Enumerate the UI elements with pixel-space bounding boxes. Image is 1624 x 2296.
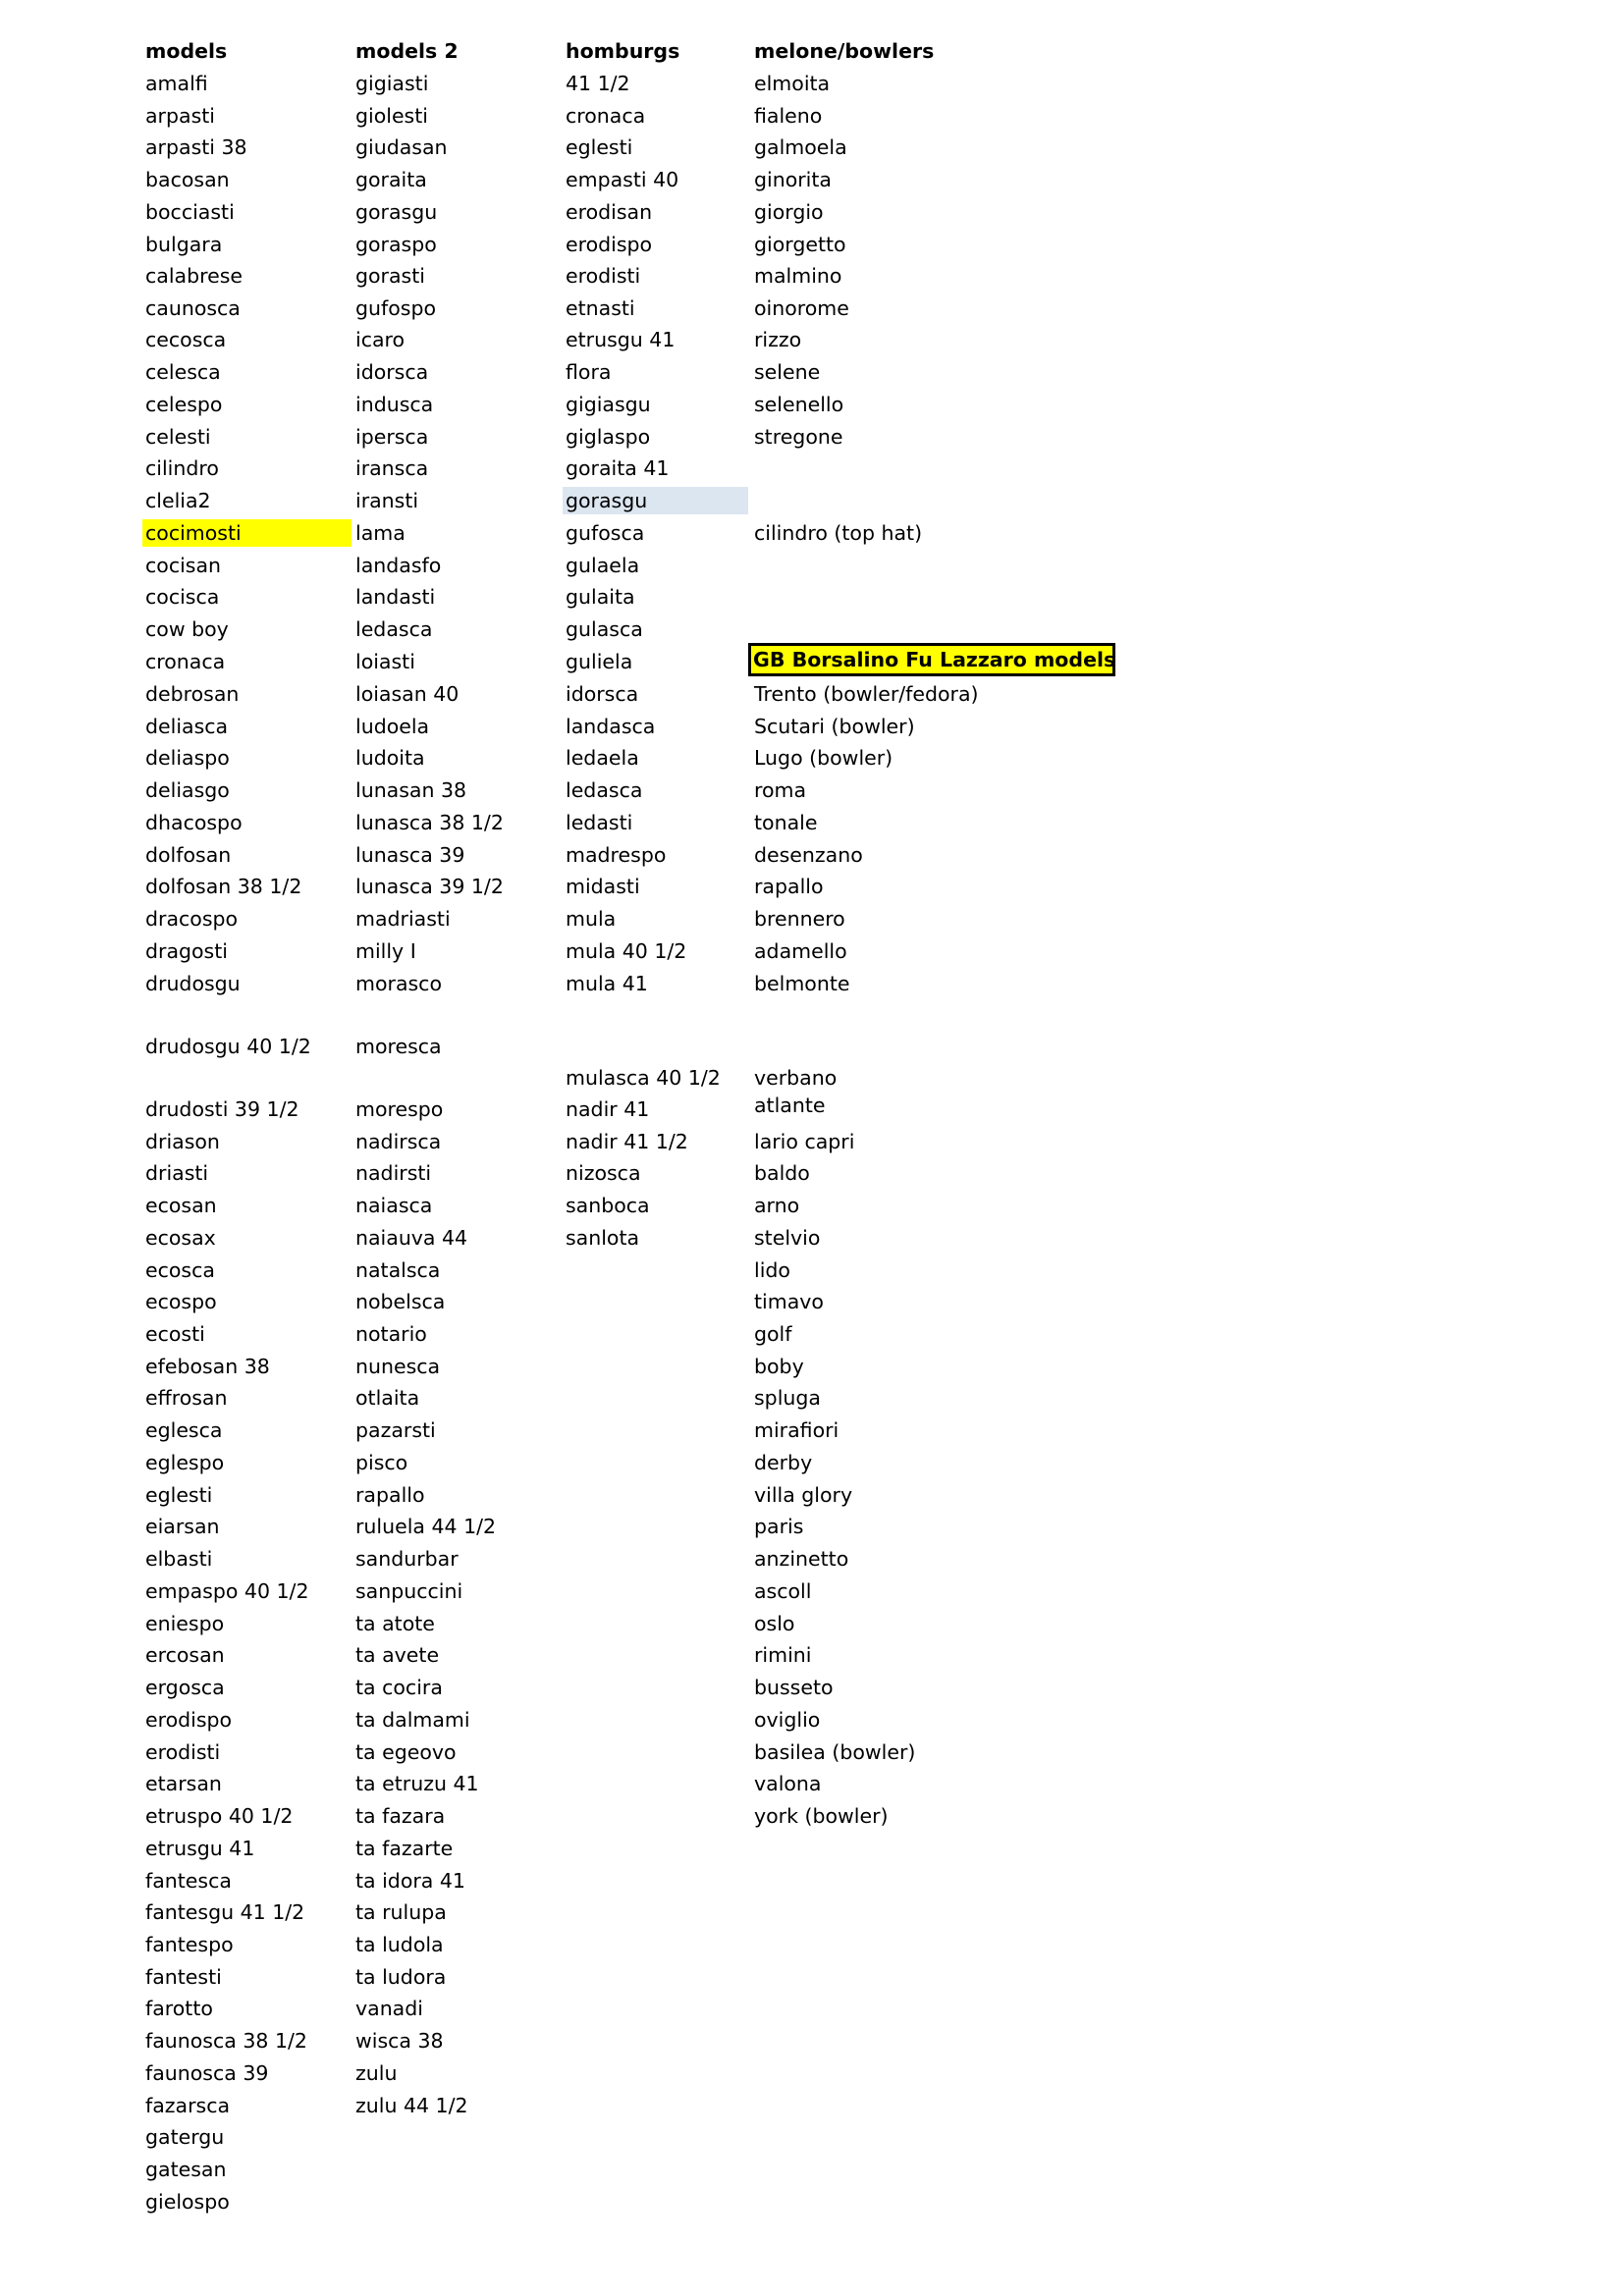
list-item: cronaca: [566, 104, 646, 128]
list-item: ecosax: [145, 1226, 216, 1250]
list-item: Lugo (bowler): [754, 746, 893, 770]
list-item: derby: [754, 1451, 813, 1474]
list-item: gulasca: [566, 617, 643, 641]
list-item: farotto: [145, 1997, 213, 2020]
column-header: models: [145, 39, 228, 63]
list-item: bulgara: [145, 233, 223, 256]
list-item: nadir 41 1/2: [566, 1130, 688, 1153]
highlighted-cell: cocimosti: [142, 519, 352, 547]
list-item: efebosan 38: [145, 1355, 270, 1378]
list-item: nizosca: [566, 1161, 641, 1185]
list-item: arpasti: [145, 104, 215, 128]
list-item: calabrese: [145, 264, 243, 288]
list-item: villa glory: [754, 1483, 853, 1507]
list-item: naiasca: [355, 1194, 433, 1217]
list-item: mirafiori: [754, 1418, 839, 1442]
list-item: dracospo: [145, 907, 239, 931]
list-item: sanboca: [566, 1194, 650, 1217]
list-item: ruluela 44 1/2: [355, 1515, 497, 1538]
list-item: mula 40 1/2: [566, 939, 687, 963]
list-item: gatesan: [145, 2158, 227, 2181]
list-item: erodispo: [566, 233, 653, 256]
list-item: arpasti 38: [145, 135, 247, 159]
list-item: gulaita: [566, 585, 635, 609]
list-item: morespo: [355, 1097, 444, 1121]
list-item: erodispo: [145, 1708, 233, 1732]
list-item: nobelsca: [355, 1290, 446, 1313]
list-item: fantesca: [145, 1869, 232, 1893]
list-item: cilindro (top hat): [754, 521, 923, 545]
list-item: vanadi: [355, 1997, 423, 2020]
list-item: ta idora 41: [355, 1869, 465, 1893]
list-item: selene: [754, 360, 821, 384]
list-item: arno: [754, 1194, 800, 1217]
list-item: drudosti 39 1/2: [145, 1097, 299, 1121]
list-item: adamello: [754, 939, 847, 963]
list-item: ta atote: [355, 1612, 435, 1635]
list-item: goraita: [355, 168, 427, 191]
list-item: ecospo: [145, 1290, 217, 1313]
list-item: galmoela: [754, 135, 847, 159]
list-item: celesca: [145, 360, 221, 384]
list-item: ledasca: [355, 617, 433, 641]
list-item: madrespo: [566, 843, 667, 867]
list-item: eniespo: [145, 1612, 225, 1635]
list-item: landasti: [355, 585, 436, 609]
list-item: drudosgu 40 1/2: [145, 1035, 311, 1058]
list-item: dragosti: [145, 939, 228, 963]
list-item: lido: [754, 1258, 790, 1282]
list-item: paris: [754, 1515, 804, 1538]
list-item: etnasti: [566, 296, 635, 320]
list-item: eiarsan: [145, 1515, 220, 1538]
list-item: fantespo: [145, 1933, 234, 1956]
list-item: gufospo: [355, 296, 436, 320]
list-item: pisco: [355, 1451, 408, 1474]
list-item: cocisan: [145, 554, 222, 577]
list-item: guliela: [566, 650, 633, 673]
list-item: giolesti: [355, 104, 428, 128]
list-item: ledasti: [566, 811, 633, 834]
list-item: ta rulupa: [355, 1900, 447, 1924]
list-item: ecosan: [145, 1194, 217, 1217]
list-item: fantesti: [145, 1965, 222, 1989]
list-item: elmoita: [754, 72, 831, 95]
list-item: cecosca: [145, 328, 227, 351]
list-item: deliaspo: [145, 746, 230, 770]
list-item: etarsan: [145, 1772, 222, 1795]
list-item: lama: [355, 521, 406, 545]
list-item: elbasti: [145, 1547, 213, 1571]
list-item: faunosca 39: [145, 2061, 269, 2085]
column-header: homburgs: [566, 39, 680, 63]
list-item: celespo: [145, 393, 223, 416]
list-item: gielospo: [145, 2190, 230, 2214]
list-item: 41 1/2: [566, 72, 630, 95]
list-item: eglespo: [145, 1451, 225, 1474]
list-item: ipersca: [355, 425, 429, 449]
list-item: oviglio: [754, 1708, 821, 1732]
list-item: cilindro: [145, 456, 219, 480]
list-item: york (bowler): [754, 1804, 889, 1828]
list-item: pazarsti: [355, 1418, 436, 1442]
list-item: midasti: [566, 875, 640, 898]
list-item: caunosca: [145, 296, 241, 320]
list-item: erodisan: [566, 200, 653, 224]
list-item: nunesca: [355, 1355, 441, 1378]
list-item: rimini: [754, 1643, 812, 1667]
list-item: debrosan: [145, 682, 240, 706]
column-header: melone/bowlers: [754, 39, 935, 63]
list-item: ergosca: [145, 1676, 225, 1699]
list-item: madriasti: [355, 907, 451, 931]
list-item: anzinetto: [754, 1547, 849, 1571]
list-item: giorgio: [754, 200, 824, 224]
list-item: ta avete: [355, 1643, 440, 1667]
list-item: drudosgu: [145, 972, 241, 995]
list-item: ta ludola: [355, 1933, 444, 1956]
list-item: otlaita: [355, 1386, 420, 1410]
list-item: nadirsca: [355, 1130, 442, 1153]
list-item: ecosti: [145, 1322, 205, 1346]
list-item: flora: [566, 360, 612, 384]
list-item: desenzano: [754, 843, 863, 867]
list-item: rizzo: [754, 328, 802, 351]
list-item: zulu 44 1/2: [355, 2094, 468, 2117]
list-item: driason: [145, 1130, 220, 1153]
list-item: sanpuccini: [355, 1579, 463, 1603]
list-item: empasti 40: [566, 168, 679, 191]
list-item: gatergu: [145, 2125, 225, 2149]
list-item: idorsca: [566, 682, 639, 706]
borsalino-models-label: GB Borsalino Fu Lazzaro models: [748, 643, 1115, 676]
list-item: lario capri: [754, 1130, 855, 1153]
list-item: fantesgu 41 1/2: [145, 1900, 305, 1924]
list-item: ginorita: [754, 168, 832, 191]
list-item: ecosca: [145, 1258, 215, 1282]
list-item: morasco: [355, 972, 442, 995]
list-item: iranscа: [355, 456, 429, 480]
list-item: naiauva 44: [355, 1226, 468, 1250]
list-item: amalfi: [145, 72, 208, 95]
list-item: ta etruzu 41: [355, 1772, 479, 1795]
list-item: cocisca: [145, 585, 220, 609]
list-item: giorgetto: [754, 233, 846, 256]
list-item: timavo: [754, 1290, 824, 1313]
list-item: ta cocira: [355, 1676, 443, 1699]
list-item: zulu: [355, 2061, 398, 2085]
list-item: mula 41: [566, 972, 648, 995]
list-item: golf: [754, 1322, 792, 1346]
column-header: models 2: [355, 39, 459, 63]
list-item: Scutari (bowler): [754, 715, 915, 738]
list-item: effrosan: [145, 1386, 228, 1410]
list-item: giudasan: [355, 135, 448, 159]
list-item: iransti: [355, 489, 419, 512]
list-item: rapallo: [754, 875, 824, 898]
list-item: bocciasti: [145, 200, 235, 224]
list-item: ledaela: [566, 746, 639, 770]
list-item: Trento (bowler/fedora): [754, 682, 979, 706]
list-item: fazarsca: [145, 2094, 231, 2117]
list-item: induscа: [355, 393, 434, 416]
list-item: gufosca: [566, 521, 645, 545]
list-item: natalsca: [355, 1258, 441, 1282]
list-item: giglaspo: [566, 425, 651, 449]
list-item: roma: [754, 778, 807, 802]
list-item: atlante: [754, 1094, 826, 1117]
list-item: ercosan: [145, 1643, 225, 1667]
list-item: brennero: [754, 907, 845, 931]
list-item: dhacospo: [145, 811, 243, 834]
highlighted-cell: gorasgu: [563, 487, 748, 514]
list-item: erodisti: [145, 1740, 221, 1764]
list-item: etrusgu 41: [145, 1837, 255, 1860]
list-item: mula: [566, 907, 617, 931]
list-item: lunasca 39 1/2: [355, 875, 504, 898]
list-item: lunasca 38 1/2: [355, 811, 504, 834]
list-item: deliasca: [145, 715, 229, 738]
list-item: ta dalmami: [355, 1708, 470, 1732]
list-item: ascoll: [754, 1579, 812, 1603]
list-item: clelia2: [145, 489, 211, 512]
list-item: bacosan: [145, 168, 230, 191]
list-item: lunasan 38: [355, 778, 467, 802]
list-item: nadirsti: [355, 1161, 432, 1185]
list-item: stelvio: [754, 1226, 821, 1250]
list-item: deliasgo: [145, 778, 230, 802]
list-item: goraita 41: [566, 456, 670, 480]
list-item: oslo: [754, 1612, 795, 1635]
list-item: fialeno: [754, 104, 823, 128]
list-item: gorasti: [355, 264, 425, 288]
list-item: moresca: [355, 1035, 442, 1058]
list-item: gigiasti: [355, 72, 429, 95]
list-item: verbano: [754, 1066, 838, 1090]
list-item: gulaela: [566, 554, 640, 577]
list-item: ledasca: [566, 778, 643, 802]
list-item: etrusgu 41: [566, 328, 676, 351]
list-item: empaspo 40 1/2: [145, 1579, 309, 1603]
list-item: dolfosan 38 1/2: [145, 875, 302, 898]
list-item: ta fazara: [355, 1804, 446, 1828]
list-item: valona: [754, 1772, 822, 1795]
list-item: celesti: [145, 425, 211, 449]
list-item: belmonte: [754, 972, 850, 995]
list-item: baldo: [754, 1161, 810, 1185]
list-item: sanlota: [566, 1226, 640, 1250]
list-item: wisca 38: [355, 2029, 444, 2053]
list-item: basilea (bowler): [754, 1740, 916, 1764]
list-item: cow boy: [145, 617, 229, 641]
list-item: sandurbar: [355, 1547, 459, 1571]
list-item: ludoita: [355, 746, 425, 770]
list-item: driasti: [145, 1161, 209, 1185]
list-item: spluga: [754, 1386, 821, 1410]
list-item: loiasan 40: [355, 682, 460, 706]
list-item: idorsca: [355, 360, 429, 384]
list-item: malmino: [754, 264, 842, 288]
list-item: boby: [754, 1355, 804, 1378]
list-item: nadir 41: [566, 1097, 650, 1121]
list-item: gigiasgu: [566, 393, 651, 416]
list-item: dolfosan: [145, 843, 232, 867]
list-item: milly I: [355, 939, 416, 963]
list-item: ta fazarte: [355, 1837, 454, 1860]
list-item: erodisti: [566, 264, 641, 288]
list-item: eglesti: [145, 1483, 213, 1507]
list-item: stregone: [754, 425, 843, 449]
list-item: gorasgu: [355, 200, 438, 224]
list-item: ludoela: [355, 715, 430, 738]
list-item: goraspo: [355, 233, 437, 256]
list-item: icaro: [355, 328, 406, 351]
list-item: faunosca 38 1/2: [145, 2029, 307, 2053]
list-item: ta egeovo: [355, 1740, 457, 1764]
list-item: oinorome: [754, 296, 849, 320]
list-item: eglesti: [566, 135, 633, 159]
list-item: selenello: [754, 393, 844, 416]
list-item: landasca: [566, 715, 656, 738]
list-item: lunasca 39: [355, 843, 465, 867]
list-item: tonale: [754, 811, 818, 834]
list-item: landasfo: [355, 554, 442, 577]
list-item: cronaca: [145, 650, 226, 673]
list-item: loiasti: [355, 650, 415, 673]
list-item: ta ludora: [355, 1965, 447, 1989]
list-item: rapallo: [355, 1483, 425, 1507]
list-item: etruspo 40 1/2: [145, 1804, 294, 1828]
list-item: mulasca 40 1/2: [566, 1066, 721, 1090]
list-item: busseto: [754, 1676, 834, 1699]
list-item: notario: [355, 1322, 427, 1346]
list-item: eglesca: [145, 1418, 223, 1442]
